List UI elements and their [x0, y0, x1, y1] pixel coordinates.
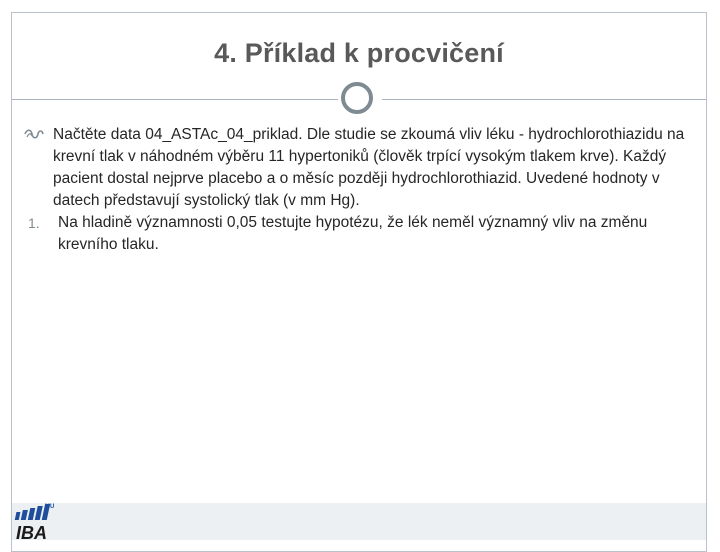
footer-band: [12, 503, 706, 540]
bullet-text: Načtěte data 04_ASTAc_04_priklad. Dle studie se zkoumá vliv léku - hydrochlorothiazidu na krevní tlak v náhodném výběru 11 hypertoniků (člověk trpící vysokým tlakem krve). Každý pacient dostal nejprve placebo a o měsíc později hydrochlorothiazid. Uvedené hodnoty v datech představují systolický tlak (v mm Hg).: [53, 126, 685, 209]
numbered-item: [24, 212, 694, 256]
logo-text: IBA: [16, 523, 47, 540]
title-divider-left: [12, 99, 338, 100]
bullet-item: [24, 124, 694, 212]
item-text: Na hladině významnosti 0,05 testujte hypotézu, že lék neměl významný vliv na změnu krevního tlaku.: [58, 214, 648, 253]
iba-logo: [13, 500, 57, 540]
slide-body: [24, 124, 694, 256]
title-divider-right: [382, 99, 706, 100]
slide-title: 4. Příklad k procvičení: [214, 38, 504, 68]
item-number: 1.: [28, 215, 40, 231]
logo-superscript: MU: [45, 504, 55, 510]
divider-circle-icon: [341, 82, 373, 114]
bullet-swirl-icon: [24, 128, 44, 140]
